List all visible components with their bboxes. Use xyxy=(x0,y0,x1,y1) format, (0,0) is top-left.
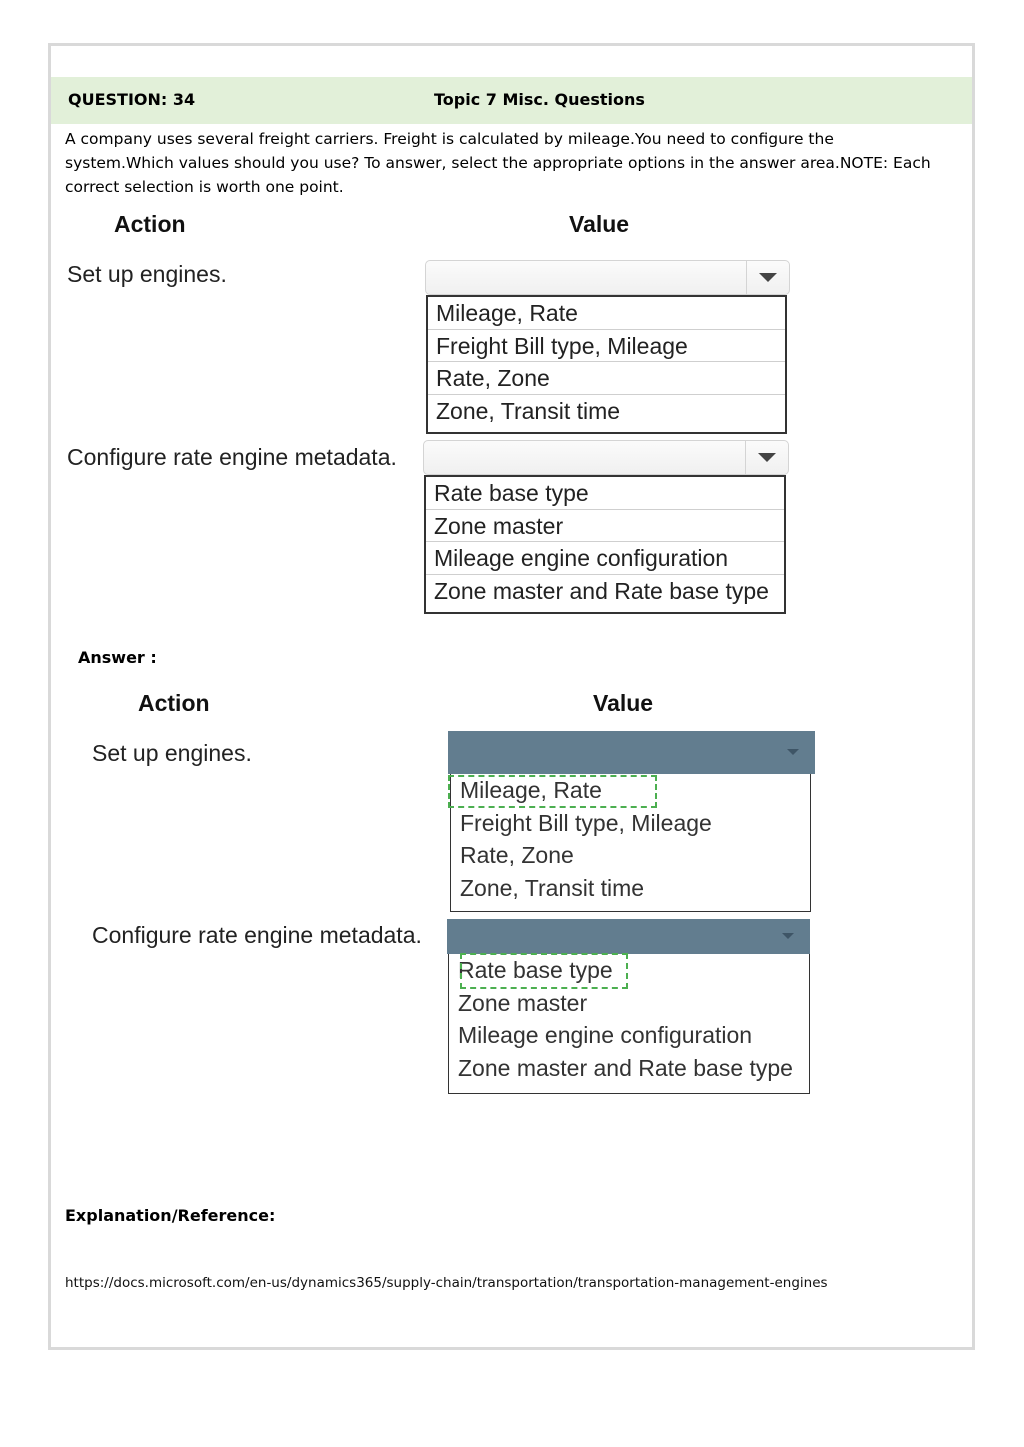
list-item[interactable]: Zone master xyxy=(426,510,784,543)
answer-metadata-dropdown[interactable] xyxy=(447,919,810,954)
answer-value-column-header: Value xyxy=(593,690,654,716)
chevron-down-icon[interactable] xyxy=(782,933,794,939)
value-column-header: Value xyxy=(569,211,630,237)
answer-action-set-up-engines: Set up engines. xyxy=(92,740,252,766)
list-item[interactable]: Rate, Zone xyxy=(460,842,574,868)
list-item[interactable]: Zone master and Rate base type xyxy=(434,577,769,604)
chevron-down-icon[interactable] xyxy=(745,441,788,474)
list-item[interactable]: Rate, Zone xyxy=(428,362,785,395)
answer-action-column-header: Action xyxy=(138,690,210,716)
action-column-header: Action xyxy=(114,211,186,237)
answer-action-configure-metadata: Configure rate engine metadata. xyxy=(92,922,422,948)
metadata-options-list xyxy=(424,475,786,614)
engines-options-list xyxy=(426,295,787,434)
reference-link[interactable]: https://docs.microsoft.com/en-us/dynamics365/supply-chain/transportation/transportation-management-engines xyxy=(65,1275,828,1291)
selected-answer-outline xyxy=(460,953,628,989)
list-item[interactable]: Rate base type xyxy=(426,477,784,510)
chevron-down-icon[interactable] xyxy=(746,261,789,294)
list-item[interactable]: Freight Bill type, Mileage xyxy=(428,330,785,363)
answer-label: Answer : xyxy=(78,648,157,667)
metadata-dropdown[interactable] xyxy=(423,440,789,475)
action-configure-metadata: Configure rate engine metadata. xyxy=(67,444,397,470)
engines-dropdown[interactable] xyxy=(425,260,790,295)
list-item[interactable]: Mileage, Rate xyxy=(428,297,785,330)
list-item[interactable]: Zone, Transit time xyxy=(436,397,621,424)
list-item[interactable]: Zone, Transit time xyxy=(460,874,645,901)
list-item[interactable]: Rate base type xyxy=(458,957,613,983)
list-item[interactable]: Mileage engine configuration xyxy=(458,1022,753,1048)
selected-answer-outline xyxy=(448,775,657,808)
list-item[interactable]: Mileage engine configuration xyxy=(426,542,784,575)
list-item[interactable]: Zone master and Rate base type xyxy=(458,1054,793,1081)
action-set-up-engines: Set up engines. xyxy=(67,261,227,287)
explanation-label: Explanation/Reference: xyxy=(65,1206,276,1225)
question-topic: Topic 7 Misc. Questions xyxy=(434,90,645,109)
list-item[interactable]: Freight Bill type, Mileage xyxy=(460,809,712,836)
chevron-down-icon[interactable] xyxy=(787,749,799,755)
question-text: A company uses several freight carriers. Freight is calculated by mileage.You need to configure the system.Which values should you use? To answer, select the appropriate options in the answer area.NOTE: Each correct selection is worth one point. xyxy=(65,130,931,196)
question-number: QUESTION: 34 xyxy=(68,90,196,109)
list-item[interactable]: Mileage, Rate xyxy=(460,777,602,803)
list-item[interactable]: Zone master xyxy=(458,989,588,1016)
answer-engines-dropdown[interactable] xyxy=(448,731,815,774)
